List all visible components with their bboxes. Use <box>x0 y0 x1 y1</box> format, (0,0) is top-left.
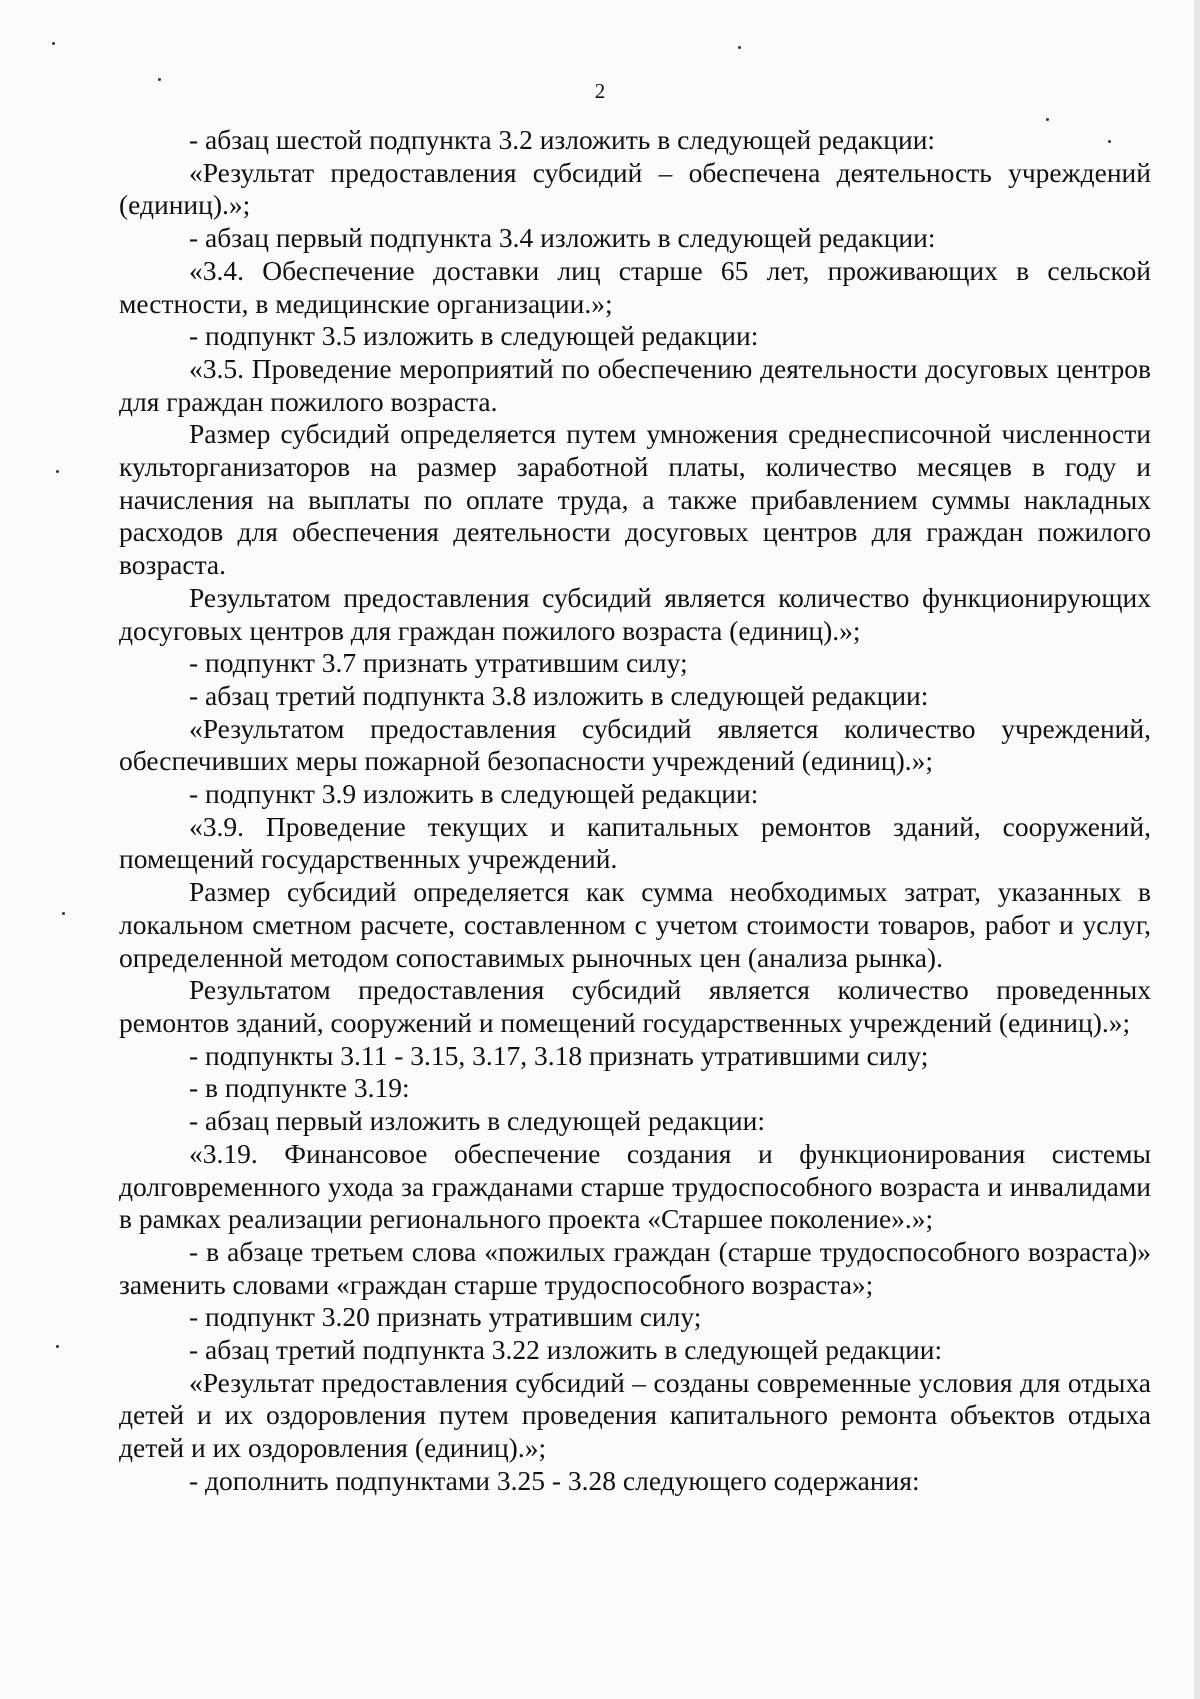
paragraph: «3.5. Проведение мероприятий по обеспечению деятельности досуговых центров для граждан пожилого возраста. <box>119 352 1151 417</box>
paragraph: - абзац третий подпункта 3.8 изложить в следующей редакции: <box>189 679 929 711</box>
paragraph: Размер субсидий определяется путем умножения среднесписочной численности культорганизаторов на размер заработной платы, количество месяцев в году и начисления на выплаты по оплате труда, а также прибавлением суммы накладных расходов для обеспечения деятельности досуговых центров для граждан пожилого возраста. <box>119 418 1151 581</box>
paragraph: - подпункт 3.7 признать утратившим силу; <box>189 647 688 679</box>
paragraph: «3.19. Финансовое обеспечение создания и функционирования системы долговременного ухода за гражданами старше трудоспособного возраста и инвалидами в рамках реализации регионального проекта «Старшее поколение».»; <box>119 1137 1151 1235</box>
scan-edge <box>1194 0 1200 1699</box>
paragraph: - абзац первый изложить в следующей редакции: <box>189 1105 765 1137</box>
paragraph: Результатом предоставления субсидий является количество функционирующих досуговых центров для граждан пожилого возраста (единиц).»; <box>119 581 1151 646</box>
scan-speck <box>1108 140 1111 143</box>
paragraph: - дополнить подпунктами 3.25 - 3.28 следующего содержания: <box>189 1464 920 1496</box>
document-body <box>119 124 1151 1498</box>
scan-speck <box>62 912 65 915</box>
scan-speck <box>56 470 59 473</box>
scan-speck <box>738 46 741 49</box>
paragraph: - подпункт 3.5 изложить в следующей редакции: <box>189 320 759 352</box>
paragraph: «3.4. Обеспечение доставки лиц старше 65 лет, проживающих в сельской местности, в медицинские организации.»; <box>119 254 1151 319</box>
paragraph: Размер субсидий определяется как сумма необходимых затрат, указанных в локальном сметном расчете, составленном с учетом стоимости товаров, работ и услуг, определенной методом сопоставимых рыночных цен (анализа рынка). <box>119 876 1151 973</box>
scan-speck <box>158 78 161 81</box>
paragraph: - подпункт 3.20 признать утратившим силу; <box>189 1301 702 1333</box>
paragraph: - абзац первый подпункта 3.4 изложить в следующей редакции: <box>189 222 936 254</box>
paragraph: - в абзаце третьем слова «пожилых граждан (старше трудоспособного возраста)» заменить словами «граждан старше трудоспособного возраста»; <box>119 1235 1151 1300</box>
paragraph: Результатом предоставления субсидий является количество проведенных ремонтов зданий, сооружений и помещений государственных учреждений (единиц).»; <box>119 974 1151 1038</box>
paragraph: - подпункты 3.11 - 3.15, 3.17, 3.18 признать утратившими силу; <box>189 1039 929 1071</box>
paragraph: - абзац третий подпункта 3.22 изложить в следующей редакции: <box>189 1334 943 1366</box>
scan-speck <box>1046 118 1049 121</box>
paragraph: - подпункт 3.9 изложить в следующей редакции: <box>189 778 759 810</box>
paragraph: - в подпункте 3.19: <box>189 1072 410 1104</box>
scan-speck <box>52 42 55 45</box>
paragraph: «Результат предоставления субсидий – созданы современные условия для отдыха детей и их оздоровления путем проведения капитального ремонта объектов отдыха детей и их оздоровления (единиц).»; <box>119 1366 1151 1464</box>
page-number: 2 <box>594 79 606 103</box>
paragraph: «Результатом предоставления субсидий является количество учреждений, обеспечивших меры пожарной безопасности учреждений (единиц).»; <box>119 712 1151 777</box>
paragraph: - абзац шестой подпункта 3.2 изложить в следующей редакции: <box>189 124 936 155</box>
paragraph: «3.9. Проведение текущих и капитальных ремонтов зданий, сооружений, помещений государственных учреждений. <box>119 810 1151 875</box>
scan-speck <box>56 1345 59 1348</box>
paragraph: «Результат предоставления субсидий – обеспечена деятельность учреждений (единиц).»; <box>119 156 1151 221</box>
